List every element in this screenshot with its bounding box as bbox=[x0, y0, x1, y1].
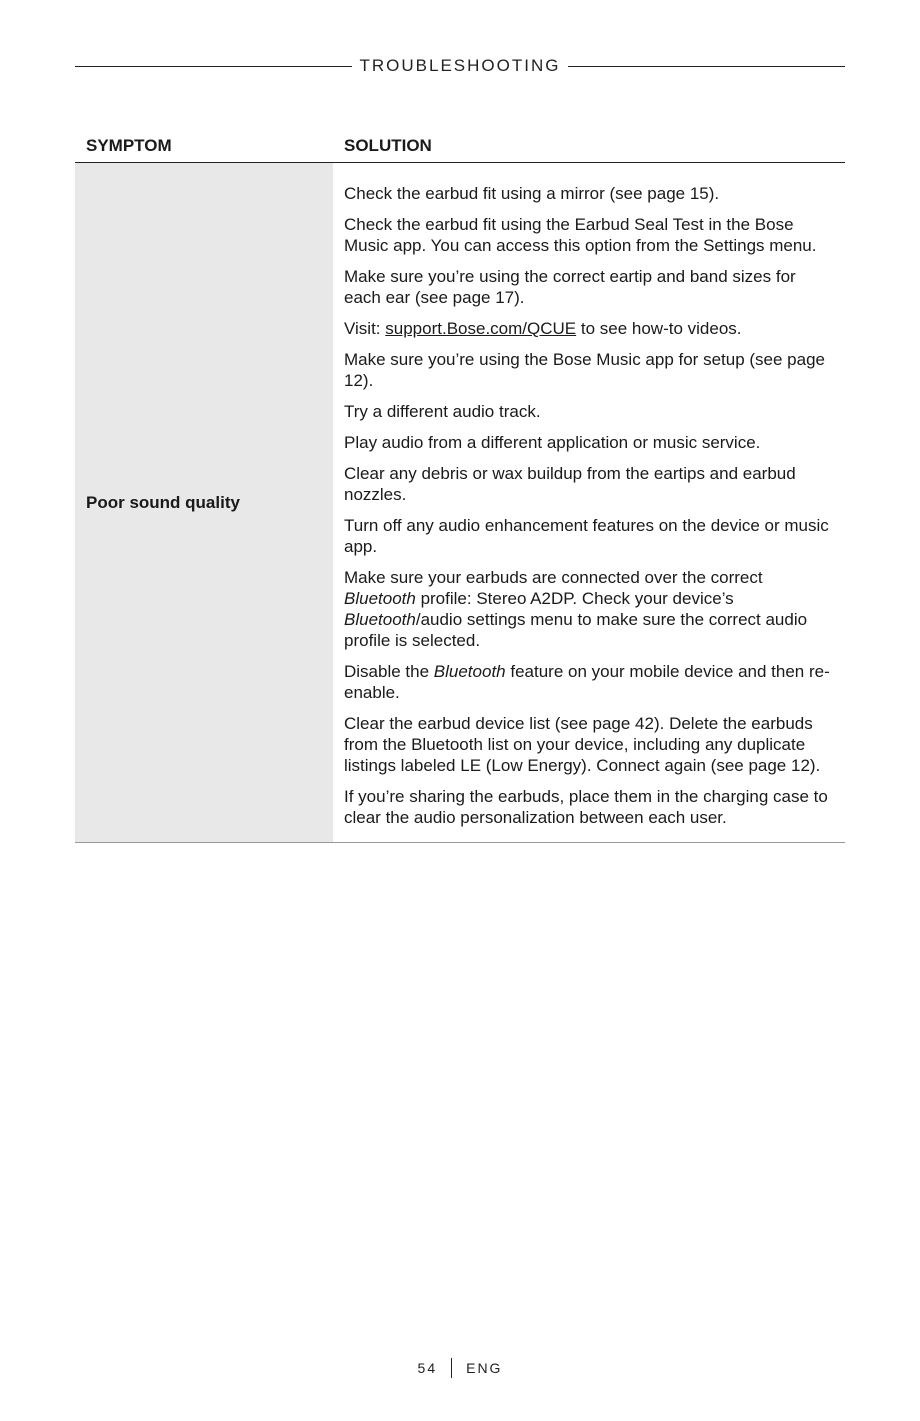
solution-cell bbox=[333, 163, 845, 842]
symptom-text: Poor sound quality bbox=[86, 492, 240, 512]
solution-item bbox=[344, 567, 837, 651]
header-rule-left bbox=[75, 66, 352, 67]
solution-item: Play audio from a different application or music service. bbox=[344, 433, 761, 452]
visit-suffix: to see how-to videos. bbox=[576, 319, 742, 338]
solution-item: Make sure you’re using the correct eartip and band sizes for each ear (see page 17). bbox=[344, 267, 796, 307]
section-title: TROUBLESHOOTING bbox=[359, 56, 561, 75]
visit-prefix: Visit: bbox=[344, 319, 386, 338]
table-row bbox=[75, 163, 845, 843]
section-header bbox=[75, 54, 845, 78]
solution-text: Disable the bbox=[344, 662, 434, 681]
solution-item: Try a different audio track. bbox=[344, 402, 541, 421]
solution-item bbox=[344, 318, 837, 339]
table-header bbox=[75, 130, 845, 163]
solution-item: Check the earbud fit using a mirror (see page 15). bbox=[344, 184, 720, 203]
solution-item: Check the earbud fit using the Earbud Seal Test in the Bose Music app. You can access this option from the Settings menu. bbox=[344, 215, 817, 255]
solution-text: profile: Stereo A2DP. Check your device’s bbox=[415, 589, 734, 608]
solution-column-header: SOLUTION bbox=[344, 136, 432, 155]
symptom-cell bbox=[75, 163, 333, 842]
page-number: 54 bbox=[417, 1360, 438, 1376]
solution-text: feature on your mobile device and then re-enable. bbox=[344, 662, 830, 702]
page-footer bbox=[0, 1358, 920, 1378]
troubleshooting-table bbox=[75, 130, 845, 843]
solution-item: Make sure you’re using the Bose Music app for setup (see page 12). bbox=[344, 350, 825, 390]
solution-item bbox=[344, 661, 837, 703]
solution-text: /audio settings menu to make sure the correct audio profile is selected. bbox=[344, 610, 808, 650]
solution-item: Turn off any audio enhancement features on the device or music app. bbox=[344, 516, 829, 556]
bluetooth-term: Bluetooth bbox=[433, 662, 506, 681]
symptom-column-header: SYMPTOM bbox=[86, 136, 172, 155]
language-code: ENG bbox=[466, 1360, 503, 1376]
solution-text: Make sure your earbuds are connected over the correct bbox=[344, 568, 763, 587]
header-rule-right bbox=[568, 66, 845, 67]
solution-item: Clear any debris or wax buildup from the eartips and earbud nozzles. bbox=[344, 464, 796, 504]
solution-item: If you’re sharing the earbuds, place them in the charging case to clear the audio personalization between each user. bbox=[344, 787, 828, 827]
footer-separator bbox=[451, 1358, 452, 1378]
bluetooth-term: Bluetooth bbox=[344, 610, 416, 629]
bluetooth-term: Bluetooth bbox=[344, 589, 416, 608]
solution-item: Clear the earbud device list (see page 42). Delete the earbuds from the Bluetooth list on your device, including any duplicate listings labeled LE (Low Energy). Connect again (see page 12). bbox=[344, 714, 821, 775]
support-link[interactable]: support.Bose.com/QCUE bbox=[385, 319, 577, 338]
